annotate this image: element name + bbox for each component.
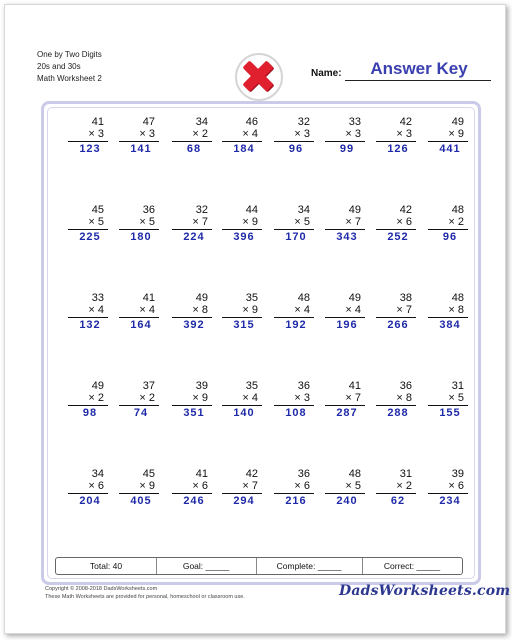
worksheet-title-block — [37, 49, 102, 85]
problem — [274, 468, 314, 508]
multiplier: × 2 — [172, 128, 212, 142]
multiplicand: 39 — [451, 468, 464, 480]
multiplicand: 48 — [297, 292, 310, 304]
multiplicand: 31 — [451, 380, 464, 392]
problem — [119, 292, 159, 332]
multiplier: × 9 — [222, 304, 262, 318]
answer: 192 — [285, 319, 307, 331]
problems-frame — [41, 101, 481, 585]
name-field — [311, 59, 491, 81]
answer: 132 — [79, 319, 101, 331]
multiplicand: 35 — [245, 292, 258, 304]
multiplier: × 4 — [222, 392, 262, 406]
answer: 184 — [233, 143, 255, 155]
multiplicand: 48 — [451, 292, 464, 304]
multiplicand: 34 — [195, 116, 208, 128]
multiplicand: 49 — [451, 116, 464, 128]
problem — [172, 292, 212, 332]
multiplicand: 41 — [142, 292, 155, 304]
answer: 224 — [183, 231, 205, 243]
multiplicand: 41 — [348, 380, 361, 392]
multiplier: × 3 — [68, 128, 108, 142]
answer: 204 — [79, 495, 101, 507]
title-line-1: One by Two Digits — [37, 50, 102, 59]
multiplier: × 2 — [68, 392, 108, 406]
multiplier: × 6 — [376, 216, 416, 230]
answer: 384 — [439, 319, 461, 331]
problem — [376, 380, 416, 420]
goal-cell: Goal: _____ — [156, 558, 257, 574]
multiplier: × 9 — [428, 128, 468, 142]
multiplicand: 48 — [451, 204, 464, 216]
multiplicand: 41 — [195, 468, 208, 480]
problem — [119, 116, 159, 156]
answer: 62 — [390, 495, 406, 507]
answer: 170 — [285, 231, 307, 243]
answer: 98 — [82, 407, 98, 419]
multiplier: × 2 — [428, 216, 468, 230]
answer: 68 — [186, 143, 202, 155]
answer: 405 — [130, 495, 152, 507]
multiplier: × 3 — [119, 128, 159, 142]
multiplier: × 4 — [325, 304, 365, 318]
problem — [222, 380, 262, 420]
answer: 126 — [387, 143, 409, 155]
multiplier: × 9 — [222, 216, 262, 230]
multiplicand: 31 — [399, 468, 412, 480]
multiplicand: 36 — [399, 380, 412, 392]
multiplicand: 44 — [245, 204, 258, 216]
multiplier: × 7 — [325, 216, 365, 230]
name-label: Name: — [311, 68, 342, 79]
multiplicand: 33 — [91, 292, 104, 304]
problem — [325, 380, 365, 420]
multiplier: × 5 — [68, 216, 108, 230]
problem-row — [44, 116, 478, 176]
problem — [428, 468, 468, 508]
problem — [119, 468, 159, 508]
problem-row — [44, 204, 478, 264]
score-bar — [55, 557, 463, 575]
answer: 108 — [285, 407, 307, 419]
multiplier: × 3 — [376, 128, 416, 142]
multiplicand: 34 — [91, 468, 104, 480]
multiplier: × 6 — [428, 480, 468, 494]
problem — [119, 380, 159, 420]
answer: 252 — [387, 231, 409, 243]
problem — [376, 468, 416, 508]
problem — [274, 380, 314, 420]
answer: 396 — [233, 231, 255, 243]
multiplicand: 32 — [297, 116, 310, 128]
answer: 180 — [130, 231, 152, 243]
answer: 123 — [79, 143, 101, 155]
problem-row — [44, 292, 478, 352]
multiplicand: 47 — [142, 116, 155, 128]
answer: 266 — [387, 319, 409, 331]
answer: 164 — [130, 319, 152, 331]
answer: 343 — [336, 231, 358, 243]
problem — [222, 468, 262, 508]
multiplier: × 5 — [274, 216, 314, 230]
problem — [376, 116, 416, 156]
multiplier: × 2 — [119, 392, 159, 406]
multiplier: × 3 — [274, 392, 314, 406]
multiplicand: 49 — [348, 292, 361, 304]
answer: 441 — [439, 143, 461, 155]
multiplicand: 42 — [399, 116, 412, 128]
multiplicand: 49 — [91, 380, 104, 392]
answer: 315 — [233, 319, 255, 331]
answer: 234 — [439, 495, 461, 507]
multiplier: × 3 — [274, 128, 314, 142]
multiplicand: 42 — [399, 204, 412, 216]
answer: 216 — [285, 495, 307, 507]
problem — [325, 468, 365, 508]
red-x-icon — [233, 51, 285, 103]
multiplicand: 49 — [348, 204, 361, 216]
correct-cell: Correct: _____ — [383, 561, 441, 571]
copyright-text: Copyright © 2008-2018 DadsWorksheets.com — [45, 586, 158, 592]
problem — [172, 204, 212, 244]
multiplier: × 7 — [325, 392, 365, 406]
multiplicand: 45 — [142, 468, 155, 480]
multiplicand: 35 — [245, 380, 258, 392]
multiplier: × 7 — [172, 216, 212, 230]
multiplier: × 5 — [119, 216, 159, 230]
problem — [428, 204, 468, 244]
brand-logo: DadsWorksheets.com — [339, 583, 511, 599]
complete-cell: Complete: _____ — [256, 558, 363, 574]
problem — [325, 292, 365, 332]
answer: 140 — [233, 407, 255, 419]
multiplier: × 6 — [68, 480, 108, 494]
problem — [222, 116, 262, 156]
multiplicand: 38 — [399, 292, 412, 304]
problem — [428, 116, 468, 156]
multiplier: × 9 — [172, 392, 212, 406]
problem — [274, 116, 314, 156]
usage-text: These Math Worksheets are provided for personal, homeschool or classroom use. — [45, 594, 245, 600]
total-cell: Total: 40 — [56, 558, 157, 574]
answer-key-label: Answer Key — [370, 59, 468, 78]
multiplicand: 33 — [348, 116, 361, 128]
multiplicand: 39 — [195, 380, 208, 392]
answer: 351 — [183, 407, 205, 419]
multiplicand: 37 — [142, 380, 155, 392]
footer-notice — [45, 585, 245, 601]
problem — [376, 292, 416, 332]
answer: 240 — [336, 495, 358, 507]
problem — [428, 380, 468, 420]
problem — [222, 292, 262, 332]
multiplier: × 7 — [376, 304, 416, 318]
answer: 196 — [336, 319, 358, 331]
multiplier: × 2 — [376, 480, 416, 494]
answer: 288 — [387, 407, 409, 419]
multiplicand: 45 — [91, 204, 104, 216]
problem — [172, 468, 212, 508]
worksheet-page — [4, 4, 511, 634]
answer: 287 — [336, 407, 358, 419]
multiplier: × 4 — [274, 304, 314, 318]
problem — [274, 204, 314, 244]
multiplicand: 36 — [297, 380, 310, 392]
problem — [222, 204, 262, 244]
problem — [68, 116, 108, 156]
multiplicand: 46 — [245, 116, 258, 128]
multiplier: × 4 — [119, 304, 159, 318]
multiplicand: 32 — [195, 204, 208, 216]
multiplicand: 41 — [91, 116, 104, 128]
answer: 74 — [133, 407, 149, 419]
problem — [376, 204, 416, 244]
problem — [68, 468, 108, 508]
answer: 246 — [183, 495, 205, 507]
multiplier: × 7 — [222, 480, 262, 494]
multiplier: × 4 — [222, 128, 262, 142]
multiplicand: 36 — [297, 468, 310, 480]
multiplicand: 34 — [297, 204, 310, 216]
answer: 99 — [339, 143, 355, 155]
answer: 392 — [183, 319, 205, 331]
multiplier: × 4 — [68, 304, 108, 318]
multiplier: × 8 — [428, 304, 468, 318]
problem-row — [44, 468, 478, 528]
answer: 96 — [442, 231, 458, 243]
problem — [172, 116, 212, 156]
multiplier: × 5 — [428, 392, 468, 406]
answer: 141 — [130, 143, 152, 155]
problem-row — [44, 380, 478, 440]
answer: 96 — [288, 143, 304, 155]
multiplicand: 48 — [348, 468, 361, 480]
multiplier: × 8 — [172, 304, 212, 318]
answer: 155 — [439, 407, 461, 419]
problem — [119, 204, 159, 244]
problem — [325, 204, 365, 244]
multiplicand: 36 — [142, 204, 155, 216]
problem — [68, 380, 108, 420]
problem — [325, 116, 365, 156]
answer: 294 — [233, 495, 255, 507]
problem — [274, 292, 314, 332]
multiplier: × 6 — [172, 480, 212, 494]
problem — [428, 292, 468, 332]
multiplier: × 6 — [274, 480, 314, 494]
problem — [68, 204, 108, 244]
title-line-2: 20s and 30s — [37, 62, 81, 71]
multiplicand: 42 — [245, 468, 258, 480]
multiplicand: 49 — [195, 292, 208, 304]
multiplier: × 9 — [119, 480, 159, 494]
multiplier: × 5 — [325, 480, 365, 494]
title-line-3: Math Worksheet 2 — [37, 74, 102, 83]
name-underline — [345, 80, 491, 81]
answer: 225 — [79, 231, 101, 243]
multiplier: × 8 — [376, 392, 416, 406]
problem — [68, 292, 108, 332]
multiplier: × 3 — [325, 128, 365, 142]
problem — [172, 380, 212, 420]
